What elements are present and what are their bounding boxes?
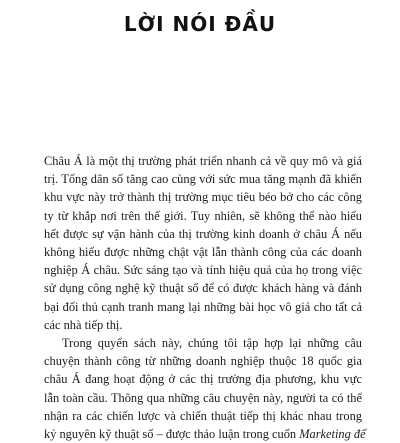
paragraph-1 bbox=[44, 152, 362, 334]
text-line: nghiệp Á châu. Sức sáng tạo và tính hiệu quả của họ trong việc bbox=[44, 263, 362, 278]
text-line: Trong quyển sách này, chúng tôi tập hợp lại những câu bbox=[62, 336, 362, 351]
text-line: hết được sự vận hành của thị trường kinh doanh ở châu Á nếu bbox=[44, 226, 362, 241]
text-line: trị. Tổng dân số tăng cao cùng với sức mua tăng mạnh đã khiến bbox=[44, 172, 362, 187]
book-title-italic: Marketing để bbox=[299, 427, 366, 442]
line-text: kỷ nguyên kỹ thuật số – được thảo luận trong cuốn bbox=[44, 427, 297, 442]
text-line: châu Á đang hoạt động ở các thị trường địa phương, khu vực bbox=[44, 372, 362, 387]
paragraph-2 bbox=[44, 334, 366, 443]
text-line: nhận ra các chiến lược và chiến thuật tiếp thị khác nhau trong bbox=[44, 408, 362, 423]
body-text bbox=[44, 152, 366, 443]
text-line: không hiểu được những chật vật lẫn thành công của các doanh bbox=[44, 245, 362, 260]
text-line bbox=[44, 425, 366, 443]
text-line: bại đối thủ cạnh tranh mang lại những bài học vô giá cho tất cả bbox=[44, 299, 362, 314]
page-title: LỜI NÓI ĐẦU bbox=[123, 12, 277, 36]
text-line: lẫn toàn cầu. Thông qua những câu chuyện này, người ta có thể bbox=[44, 390, 362, 405]
text-line: sử dụng công nghệ kỹ thuật số để có được khách hàng và đánh bbox=[44, 281, 362, 296]
text-line: ty từ khắp nơi trên thế giới. Tuy nhiên, sẽ không thể nào hiểu bbox=[44, 208, 362, 223]
text-line: Châu Á là một thị trường phát triển nhanh cả về quy mô và giá bbox=[44, 154, 362, 168]
text-line: khu vực này trở thành thị trường mục tiêu béo bở cho các công bbox=[44, 190, 362, 205]
text-line: chuyện thành công từ những doanh nghiệp thuộc 18 quốc gia bbox=[44, 354, 362, 369]
text-line: các nhà tiếp thị. bbox=[44, 317, 123, 332]
